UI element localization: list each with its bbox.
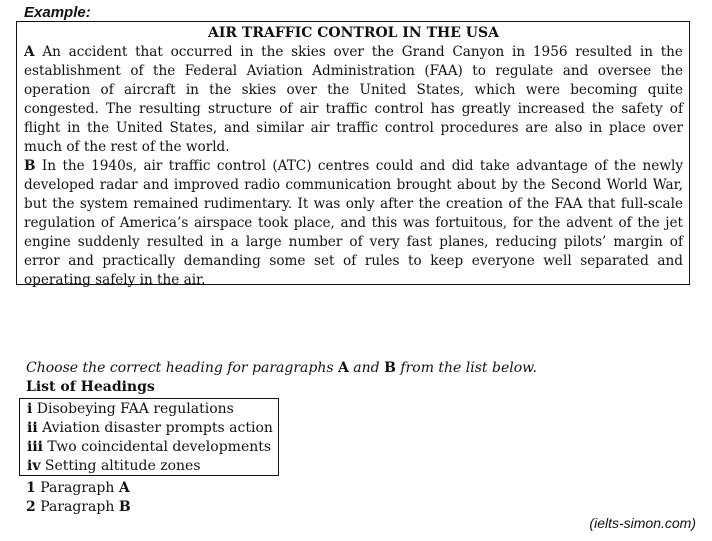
instruction-letter-b: B <box>384 360 396 376</box>
source-credit: (ielts-simon.com) <box>589 515 696 531</box>
paragraph-letter: B <box>24 158 36 174</box>
heading-item <box>27 400 278 419</box>
paragraph-letter: A <box>24 44 35 60</box>
example-label: Example: <box>24 4 91 21</box>
heading-numeral: ii <box>27 420 38 436</box>
heading-numeral: iv <box>27 458 41 474</box>
heading-item <box>27 457 278 476</box>
paragraph-text: In the 1940s, air traffic control (ATC) centres could and did take advantage of the newly developed radar and improved radio communication brought about by the Second World War, but the system remained rudimentary. It was only after the creation of the FAA that full-scale regulation of America’s airspace took place, and this was fortuitous, for the advent of the jet engine suddenly resulted in a large number of very fast planes, reducing pilots’ margin of error and practically demanding some set of rules to keep everyone well separated and operating safely in the air. <box>24 158 683 288</box>
answer-number: 2 <box>26 499 36 515</box>
list-of-headings-title: List of Headings <box>26 379 155 395</box>
answer-letter: B <box>118 499 131 515</box>
instruction-text: Choose the correct heading for paragraphs <box>26 360 338 376</box>
paragraph-b <box>24 157 683 290</box>
heading-numeral: iii <box>27 439 43 455</box>
instruction-text: from the list below. <box>395 360 537 376</box>
heading-text: Aviation disaster prompts action <box>42 420 273 436</box>
answer-item-2 <box>26 498 131 517</box>
answer-item-1 <box>26 479 131 498</box>
paragraph-text: An accident that occurred in the skies over the Grand Canyon in 1956 resulted in the establishment of the Federal Aviation Administration (FAA) to regulate and oversee the operation of aircraft in the skies over the United States, which were becoming quite congested. The resulting structure of air traffic control has greatly increased the safety of flight in the United States, and similar air traffic control procedures are also in place over much of the rest of the world. <box>24 44 683 155</box>
task-instruction <box>26 360 537 376</box>
heading-text: Setting altitude zones <box>44 458 201 474</box>
heading-text: Disobeying FAA regulations <box>36 401 234 417</box>
instruction-letter-a: A <box>337 360 349 376</box>
answer-letter: A <box>118 480 130 496</box>
reading-passage <box>16 21 690 288</box>
paragraph-a <box>24 43 683 157</box>
heading-item <box>27 419 278 438</box>
headings-list <box>19 398 279 476</box>
answer-label: Paragraph <box>40 499 115 515</box>
answer-number: 1 <box>26 480 36 496</box>
answer-list <box>26 479 131 517</box>
answer-label: Paragraph <box>40 480 115 496</box>
instruction-text: and <box>348 360 385 376</box>
passage-title: AIR TRAFFIC CONTROL IN THE USA <box>208 25 499 41</box>
heading-text: Two coincidental developments <box>47 439 272 455</box>
heading-numeral: i <box>27 401 33 417</box>
heading-item <box>27 438 278 457</box>
